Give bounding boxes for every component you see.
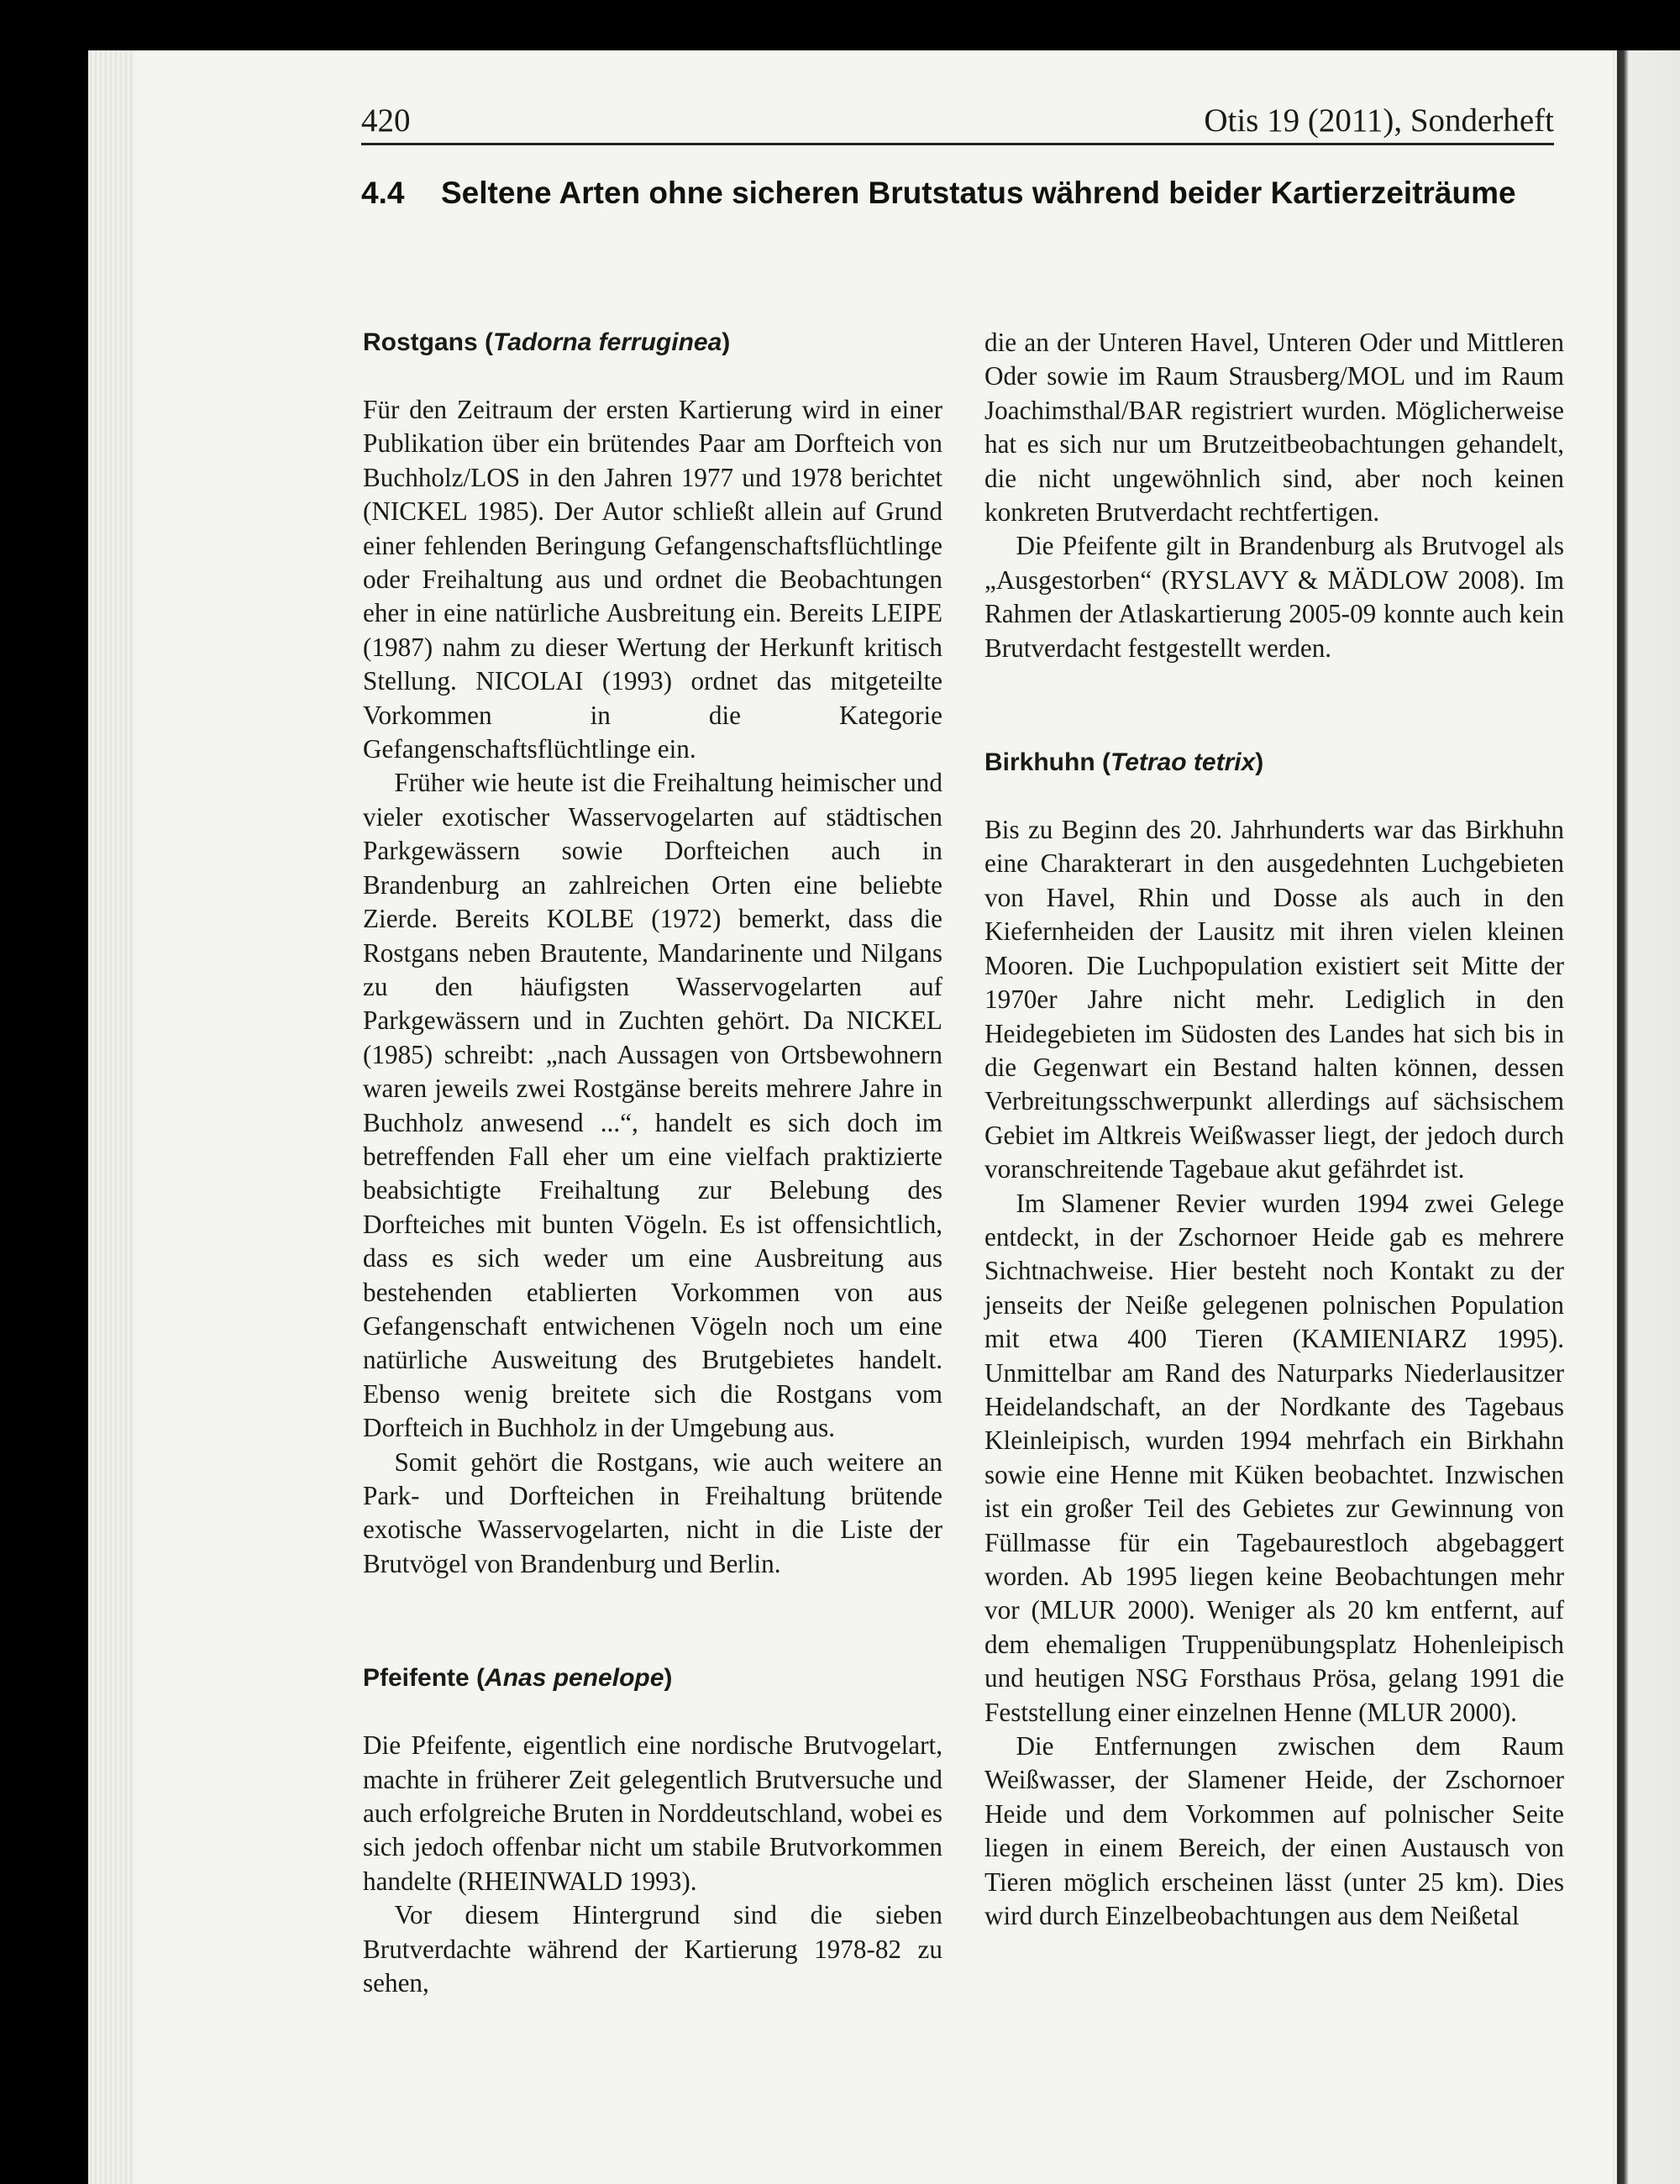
species-name: Birkhuhn	[984, 748, 1095, 777]
species-heading-rostgans: Rostgans (Tadorna ferruginea)	[363, 328, 731, 356]
adjacent-page-edge	[1617, 50, 1680, 2184]
paragraph: Vor diesem Hintergrund sind die sieben Brutverdachte während der Kartierung 1978-82 zu sehen,	[363, 1900, 942, 1998]
species-name: Rostgans	[363, 328, 478, 356]
paragraph: Somit gehört die Rostgans, wie auch weitere an Park- und Dorfteichen in Freihaltung brütende exotische Wasservogelarten, nicht in die Liste der Brutvögel von Brandenburg und Berlin.	[363, 1446, 942, 1578]
journal-title: Otis 19 (2011), Sonderheft	[1204, 102, 1554, 139]
section-heading	[361, 168, 1571, 218]
paragraph: die an der Unteren Havel, Unteren Oder und Mittleren Oder sowie im Raum Strausberg/MOL und im Raum Joachimsthal/BAR registriert wurden. Möglicherweise hat es sich nur um Brutzeitbeobachtungen gehandelt, die nicht ungewöhnlich sind, aber noch keinen konkreten Brutverdacht rechtfertigen.	[984, 328, 1564, 528]
paragraph: Für den Zeitraum der ersten Kartierung wird in einer Publikation über ein brütendes Paar am Dorfteich von Buchholz/LOS in den Jahren 1977 und 1978 berichtet (NICKEL 1985). Der Autor schließt allein auf Grund einer fehlenden Beringung Gefangenschaftsflüchtlinge oder Freihaltung aus und ordnet die Beobachtungen eher in eine natürliche Ausbreitung ein. Bereits LEIPE (1987) nahm zu dieser Wertung der Herkunft kritisch Stellung. NICOLAI (1993) ordnet das mitgeteilte Vorkommen in die Kategorie Gefangenschaftsflüchtlinge ein.	[363, 395, 942, 764]
paragraph: Die Entfernungen zwischen dem Raum Weißwasser, der Slamener Heide, der Zschornoer Heide und dem Vorkommen auf polnischer Seite liegen in einem Bereich, der einen Austausch von Tieren möglich erscheinen lässt (unter 25 km). Dies wird durch Einzelbeobachtungen aus dem Neißetal	[984, 1731, 1564, 1931]
running-header	[361, 102, 1554, 145]
paragraph: Die Pfeifente gilt in Brandenburg als Brutvogel als „Ausgestorben“ (RYSLAVY & MÄDLOW 2008). Im Rahmen der Atlaskartierung 2005-09 konnte auch kein Brutverdacht festgestellt werden.	[984, 531, 1564, 663]
species-heading-pfeifente: Pfeifente (Anas penelope)	[363, 1664, 673, 1693]
paragraph: Früher wie heute ist die Freihaltung heimischer und vieler exotischer Wasservogelarten auf städtischen Parkgewässern sowie Dorfteichen auch in Brandenburg an zahlreichen Orten eine beliebte Zierde. Bereits KOLBE (1972) bemerkt, dass die Rostgans neben Brautente, Mandarinente und Nilgans zu den häufigsten Wasservogelarten auf Parkgewässern und in Zuchten gehört. Da NICKEL (1985) schreibt: „nach Aussagen von Ortsbewohnern waren jeweils zwei Rostgänse bereits mehrere Jahre in Buchholz anwesend ...“, handelt es sich doch im betreffenden Fall eher um eine vielfach praktizierte beabsichtigte Freihaltung zur Belebung des Dorfteiches mit bunten Vögeln. Es ist offensichtlich, dass es sich weder um eine Ausbreitung aus bestehenden etablierten Vorkommen von aus Gefangenschaft entwichenen Vögeln noch um eine natürliche Ausweitung des Brutgebietes handelt. Ebenso wenig breitete sich die Rostgans vom Dorfteich in Buchholz in der Umgebung aus.	[363, 768, 942, 1443]
species-name: Pfeifente	[363, 1664, 470, 1693]
paragraph: Im Slamener Revier wurden 1994 zwei Gelege entdeckt, in der Zschornoer Heide gab es mehrere Sichtnachweise. Hier besteht noch Kontakt zu der jenseits der Neiße gelegenen polnischen Population mit etwa 400 Tieren (KAMIENIARZ 1995). Unmittelbar am Rand des Naturparks Niederlausitzer Heidelandschaft, an der Nordkante des Tagebaus Kleinleipisch, wurden 1994 mehrfach ein Birkhahn sowie eine Henne mit Küken beobachtet. Inzwischen ist ein großer Teil des Gebietes zur Gewinnung von Füllmasse für ein Tagebaurestloch abgebaggert worden. Ab 1995 liegen keine Beobachtungen mehr vor (MLUR 2000). Weniger als 20 km entfernt, auf dem ehemaligen Truppenübungsplatz Hohenleipisch und heutigen NSG Forsthaus Prösa, gelang 1991 die Feststellung einer einzelnen Henne (MLUR 2000).	[984, 1188, 1564, 1727]
page-number: 420	[361, 102, 411, 139]
species-latin: Anas penelope	[485, 1664, 664, 1693]
paragraph: Die Pfeifente, eigentlich eine nordische Brutvogelart, machte in früherer Zeit gelegentlich Brutversuche und auch erfolgreiche Bruten in Norddeutschland, wobei es sich jedoch offenbar nicht um stabile Brutvorkommen handelte (RHEINWALD 1993).	[363, 1730, 942, 1896]
paragraph: Bis zu Beginn des 20. Jahrhunderts war das Birkhuhn eine Charakterart in den ausgedehnten Luchgebieten von Havel, Rhin und Dosse als auch in den Kiefernheiden der Lausitz mit ihren vielen kleinen Mooren. Die Luchpopulation existiert seit Mitte der 1970er Jahre nicht mehr. Lediglich in den Heidegebieten im Südosten des Landes hat sich bis in die Gegenwart ein Bestand halten können, dessen Verbreitungsschwerpunkt allerdings auf sächsischem Gebiet im Altkreis Weißwasser liegt, der jedoch durch voranschreitende Tagebaue akut gefährdet ist.	[984, 815, 1564, 1184]
left-column	[363, 326, 942, 2000]
section-title: Seltene Arten ohne sicheren Brutstatus während beider Kartierzeiträume	[441, 176, 1516, 210]
section-number: 4.4	[361, 176, 405, 210]
species-latin: Tetrao tetrix	[1110, 748, 1256, 777]
species-heading-birkhuhn: Birkhuhn (Tetrao tetrix)	[984, 748, 1264, 777]
species-latin: Tadorna ferruginea	[493, 328, 722, 356]
right-column	[984, 326, 1564, 1933]
